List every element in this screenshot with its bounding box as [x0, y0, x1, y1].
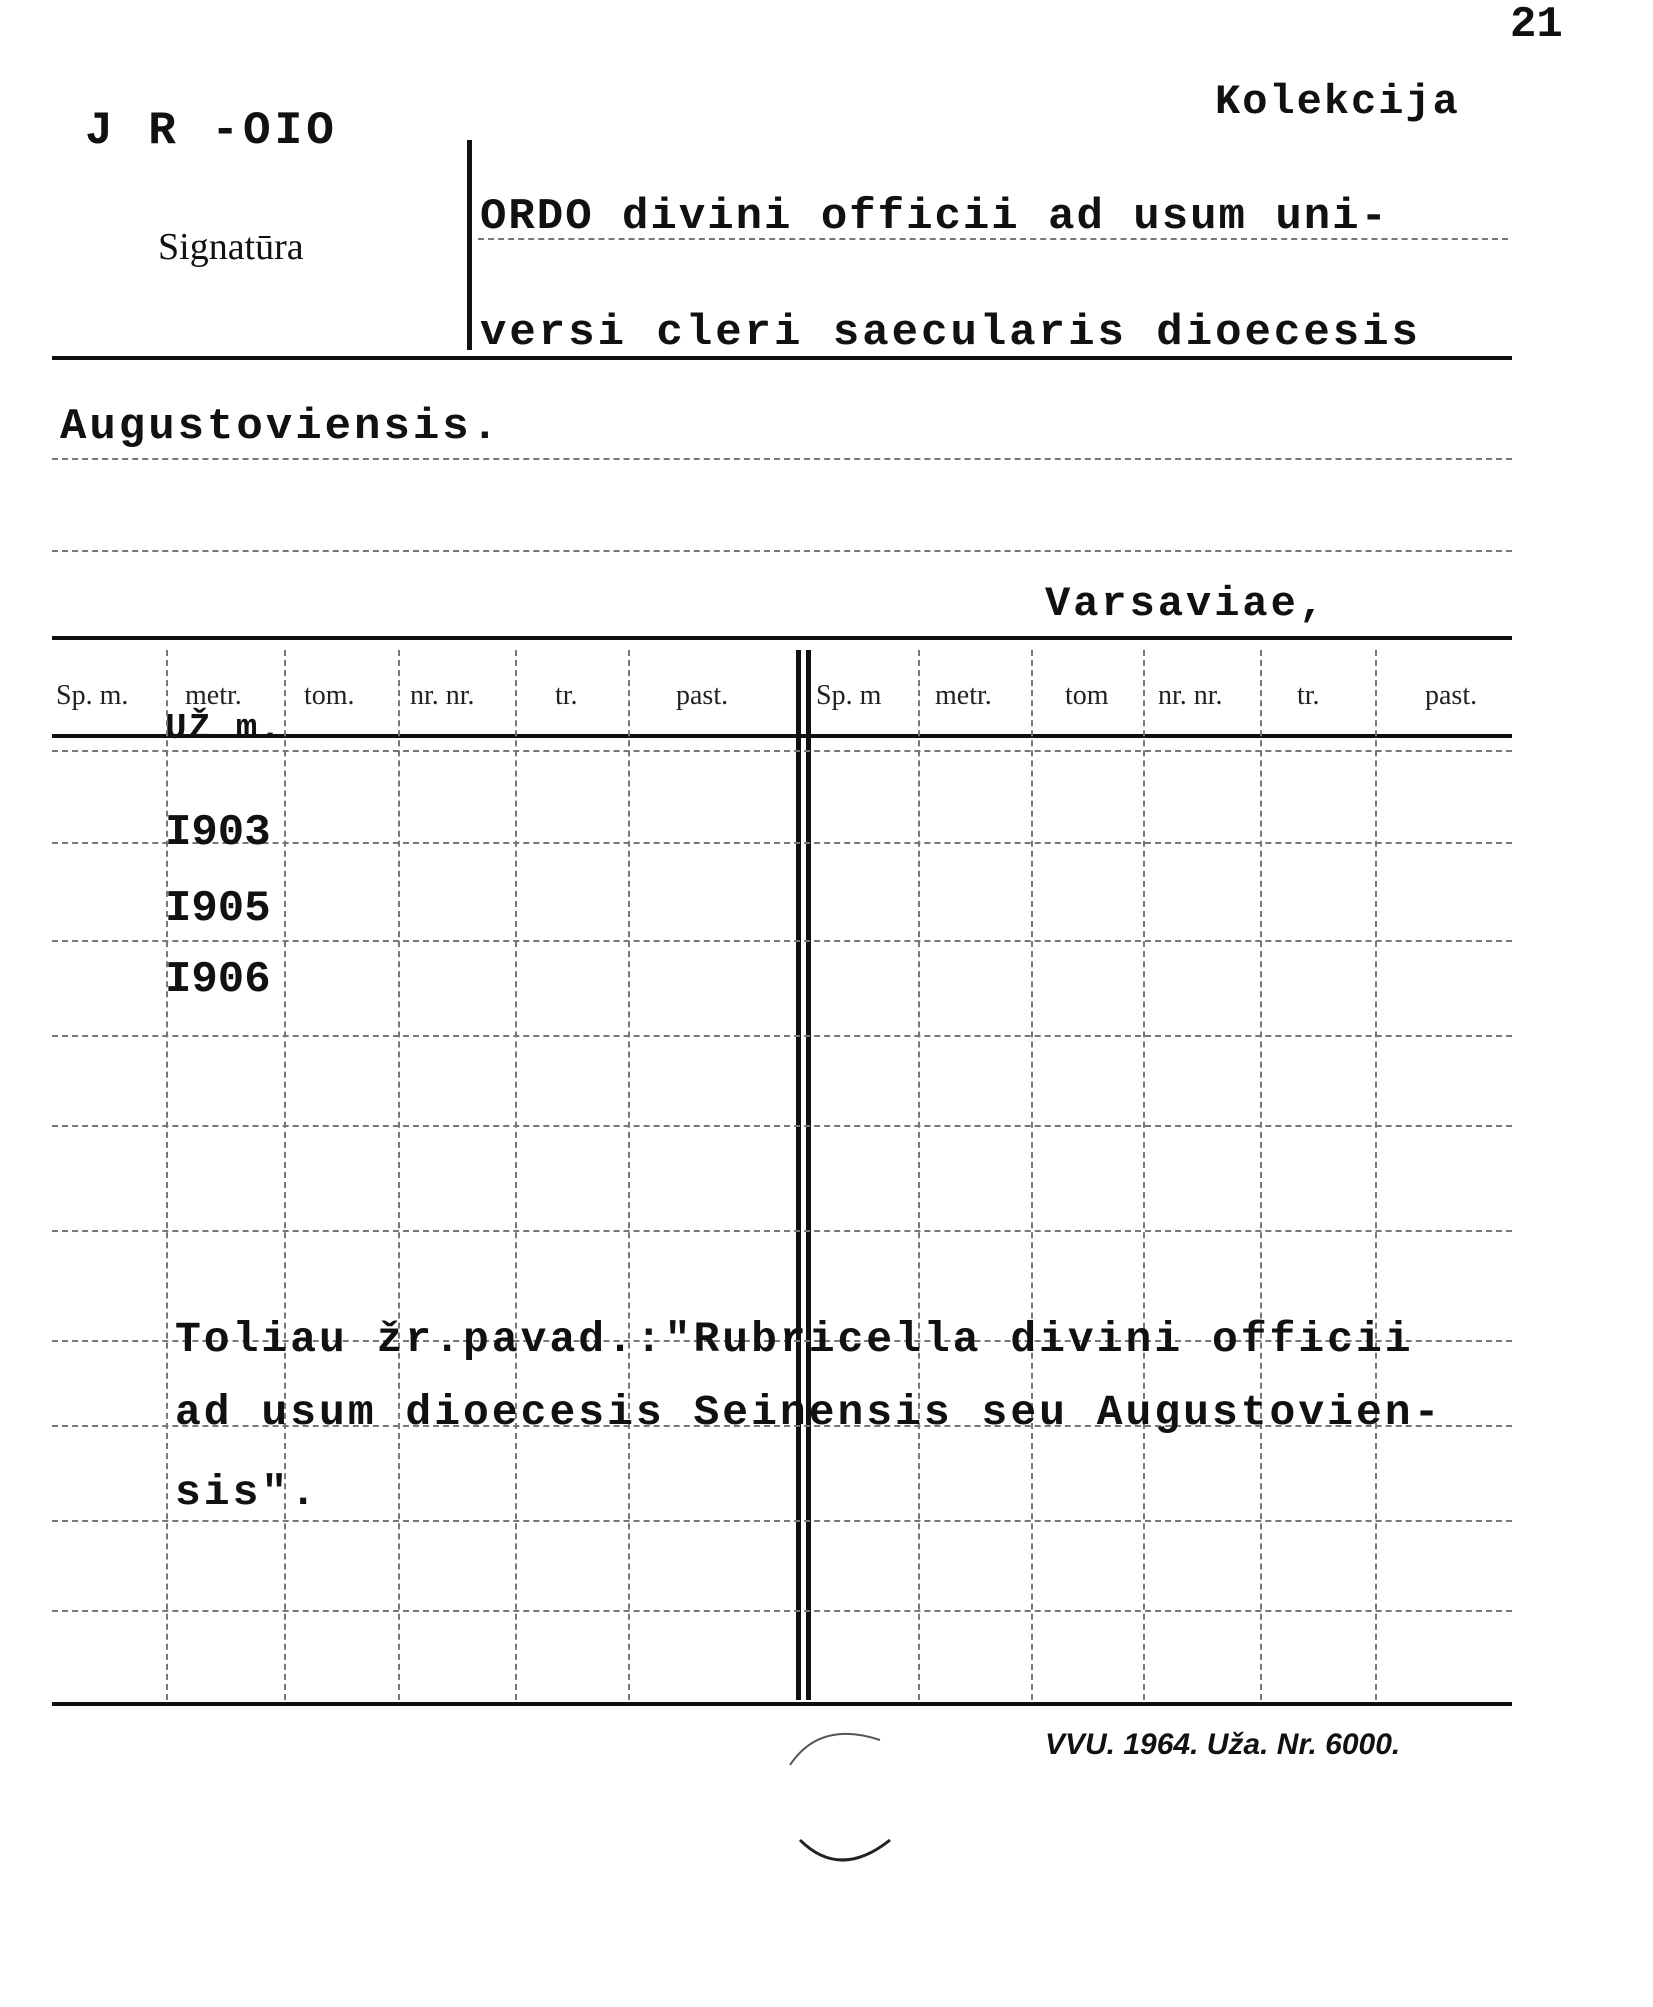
punch-hole-mark [780, 1700, 910, 1870]
row-line [52, 1520, 1512, 1522]
row-line [52, 1035, 1512, 1037]
col-header-sp-m: Sp. m. [56, 680, 129, 711]
col-header-metr: metr. [185, 680, 242, 711]
col-sep [1260, 650, 1262, 1700]
place-of-publication: Varsaviae, [1045, 580, 1328, 628]
table-top-rule [52, 636, 1512, 640]
col-sep [1375, 650, 1377, 1700]
col-sep [918, 650, 920, 1700]
cross-reference-note-line-3: sis". [175, 1468, 320, 1517]
col-header-tom: tom. [304, 680, 355, 711]
signature-label: Signatūra [158, 226, 304, 268]
row-line [52, 842, 1512, 844]
col-sep [398, 650, 400, 1700]
cross-reference-note-line-1: Toliau žr.pavad.:"Rubricella divini officii [175, 1315, 1414, 1364]
col-sep [1143, 650, 1145, 1700]
cross-reference-note-line-2: ad usum dioecesis Seinensis seu Augustovien- [175, 1388, 1443, 1437]
col-sep [515, 650, 517, 1700]
col-header-past-2: past. [1425, 680, 1478, 711]
title-line-1: ORDO divini officii ad usum uni- [480, 192, 1389, 242]
col-header-metr-2: metr. [935, 680, 992, 711]
row-line [52, 1230, 1512, 1232]
table-center-divider [796, 650, 801, 1700]
year-entry: I905 [165, 884, 271, 934]
col-header-tr-2: tr. [1297, 680, 1320, 711]
title-divider [467, 140, 472, 350]
col-header-past: past. [676, 680, 729, 711]
col-header-tom-2: tom [1065, 680, 1109, 711]
sub-heading: UŽ m. [165, 708, 284, 749]
year-entry: I903 [165, 808, 271, 858]
title-line-3: Augustoviensis. [60, 402, 502, 452]
page-number: 21 [1510, 0, 1563, 50]
col-header-nr-nr: nr. nr. [410, 680, 475, 711]
col-header-nr-nr-2: nr. nr. [1158, 680, 1223, 711]
year-entry: I906 [165, 955, 271, 1005]
title-underline-1 [478, 238, 1508, 240]
row-line [52, 940, 1512, 942]
row-line [52, 750, 1512, 752]
blank-line [52, 550, 1512, 552]
col-sep [1031, 650, 1033, 1700]
header-rule [52, 356, 1512, 360]
title-line-2: versi cleri saecularis dioecesis [480, 308, 1421, 358]
title-underline-3 [52, 458, 1512, 460]
row-line [52, 1125, 1512, 1127]
signature-code: J R -OIO [85, 105, 338, 157]
footer-stamp: VVU. 1964. Uža. Nr. 6000. [1045, 1728, 1401, 1761]
col-sep [628, 650, 630, 1700]
col-header-sp-m-2: Sp. m [816, 680, 882, 711]
col-header-tr: tr. [555, 680, 578, 711]
row-line [52, 1610, 1512, 1612]
collection-label: Kolekcija [1215, 78, 1460, 126]
table-center-divider [806, 650, 811, 1700]
col-sep [284, 650, 286, 1700]
